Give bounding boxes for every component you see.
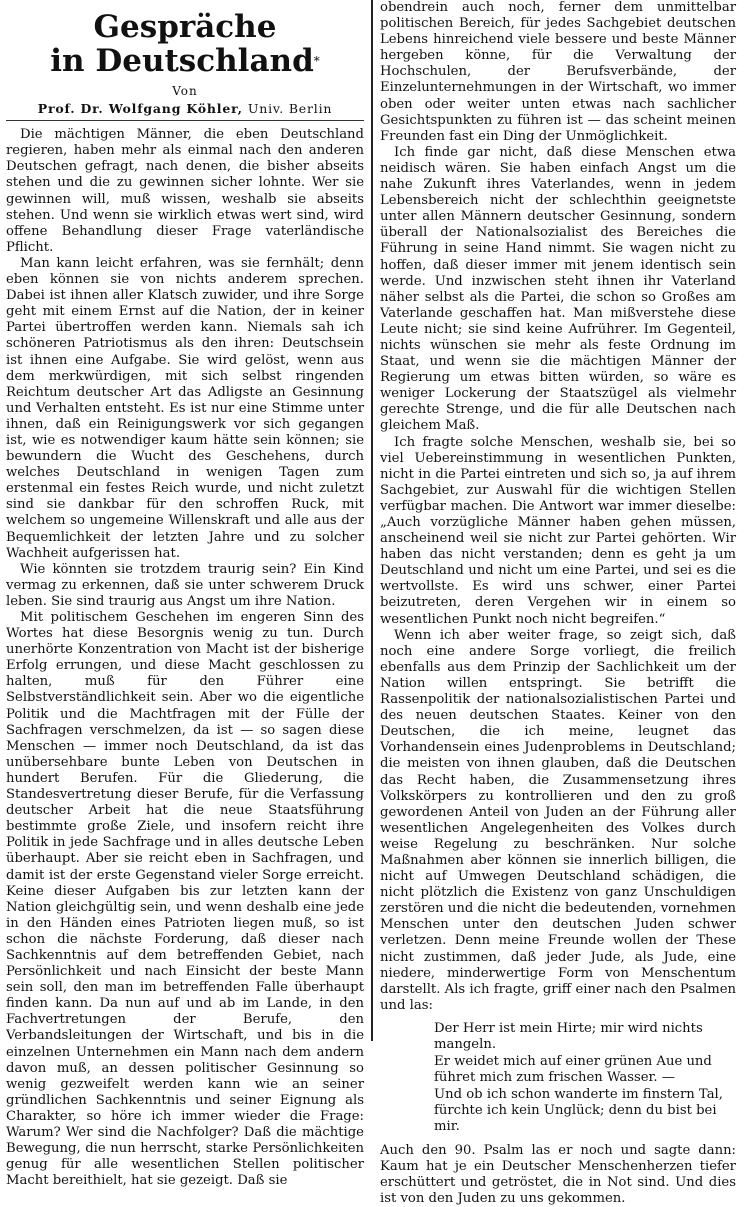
paragraph: Man kann leicht erfahren, was sie fernhält; denn eben können sie von nichts anderem sprechen. Dabei ist ihnen aller Klatsch zuwider, und ihre Sorge geht mit einem Ernst auf die Nation, der in keiner Partei übertroffen werden kann. Niemals sah ich schöneren Patriotismus als den ihren: Deutschsein ist ihnen eine Aufgabe. Sie wird gelöst, wenn aus dem merkwürdigen, mit sich selbst ringenden Reichtum deutscher Art das Adligste an Gesinnung und Verhalten entsteht. Es ist nur eine Stimme unter ihnen, daß ein Reinigungswerk vor sich gegangen ist, wie es notwendiger kaum hätte sein können; sie bewundern die Wucht des Geschehens, durch welches Deutschland in wenigen Tagen zum erstenmal ein festes Reich wurde, und nicht zuletzt sind sie dankbar für den schroffen Ruck, mit welchem so ungemeine Willenskraft und alle aus der Bequemlichkeit der letzten Jahre und zu solcher Wachheit aufgerissen hat. (6, 255, 364, 561)
paragraph: Die mächtigen Männer, die eben Deutschland regieren, haben mehr als einmal nach den anderen Deutschen gefragt, nach denen, die bisher abseits stehen und die zu gewinnen sicher lohnte. Wer sie gewinnen will, muß wissen, weshalb sie abseits stehen. Und wenn sie wirklich etwas wert sind, wird offene Behandlung dieser Frage vaterländische Pflicht. (6, 127, 364, 255)
paragraph: obendrein auch noch, ferner dem unmittelbar politischen Bereich, für jedes Sachgebiet deutschen Lebens hinreichend viele bessere und beste Männer hergeben könne, für die Verwaltung der Hochschulen, der Berufsverbände, der Einzelunternehmungen in der Wirtschaft, wo immer oben oder weiter unten etwas nach sachlicher Gesichtspunkten zu führen ist — das scheint meinen Freunden fast ein Ding der Unmöglichkeit. (380, 0, 736, 144)
author-affiliation: Univ. Berlin (247, 101, 333, 117)
article-title (6, 10, 364, 78)
psalm-line: Und ob ich schon wanderte im finstern Tal, fürchte ich kein Unglück; denn du bist bei mir. (434, 1087, 723, 1135)
right-column (380, 0, 736, 1206)
author-name: Prof. Dr. Wolfgang Köhler, (37, 101, 243, 117)
column-divider (371, 0, 373, 1041)
closing-paragraph: Auch den 90. Psalm las er noch und sagte dann: Kaum hat je ein Deutscher Menschenherzen tiefer erschüttert und getröstet, die in Not sind. Und dies ist von den Juden zu uns gekommen. (380, 1142, 736, 1206)
title-line-2: in Deutschland* (50, 43, 320, 79)
footnote-mark: * (313, 54, 320, 68)
paragraph: Mit politischem Geschehen im engeren Sinn des Wortes hat diese Besorgnis wenig zu tun. Durch unerhörte Konzentration von Macht ist der bisherige Erfolg errungen, und diese Macht geschlossen zu halten, muß für den Führer eine Selbstverständlichkeit sein. Aber wo die eigentliche Politik und die Machtfragen mit der Fülle der Sachfragen verschmelzen, da ist — so sagen diese Menschen — immer noch Deutschland, da ist das unübersehbare bunte Leben von Deutschen in hundert Berufen. Für die Gliederung, die Standesvertretung dieser Berufe, für die Verfassung deutscher Arbeit hat die neue Staatsführung bestimmte große Ziele, und insofern reicht ihre Politik in jede Sachfrage und in alles deutsche Leben überhaupt. Aber sie reicht eben in Sachfragen, und damit ist der erste Gegenstand vieler Sorge erreicht. Keine dieser Aufgaben bis zur letzten kann der Nation gleichgültig sein, und wenn deshalb eine jede in den Händen eines Patrioten liegen muß, so ist schon die nächste Forderung, daß dieser nach Sachkenntnis auf dem betreffenden Gebiet, nach Persönlichkeit und nach Einsicht der beste Mann sein soll, den man im betreffenden Falle überhaupt finden kann. Da nun auf und ab im Lande, in den Fachvertretungen der Berufe, den Verbandsleitungen der Wirtschaft, und bis in die einzelnen Unternehmen ein Mann nach dem andern davon muß, an dessen politischer Gesinnung so wenig gezweifelt werden kann wie an seiner gründlichen Sachkenntnis und seiner Eignung als Charakter, so höre ich immer wieder die Frage: Warum? Wer sind die Nachfolger? Daß die mächtige Bewegung, die nun herrscht, starke Persönlichkeiten genug für alle wesentlichen Stellen politischer Macht bereithielt, hat sie gezeigt. Daß sie (6, 610, 364, 1189)
paragraph: Ich fragte solche Menschen, weshalb sie, bei so viel Uebereinstimmung in wesentlichen Punkten, nicht in die Partei eintreten und sich so, ja auf ihrem Sachgebiet, zur Auswahl für die wichtigen Stellen verfügbar machen. Die Antwort war immer dieselbe: „Auch vorzügliche Männer haben gehen müssen, anscheinend weil sie nicht zur Partei gehörten. Wir haben das nicht verstanden; denn es geht ja um Deutschland und nicht um eine Partei, und sei es die wertvollste. Es wird uns schwer, einer Partei beizutreten, deren Vergehen wir in einem so wesentlichen Punkt noch nicht begreifen.“ (380, 434, 736, 627)
byline-von: Von (172, 84, 198, 98)
paragraph: Wie könnten sie trotzdem traurig sein? Ein Kind vermag zu erkennen, daß sie unter schwerem Druck leben. Sie sind traurig aus Angst um ihre Nation. (6, 561, 364, 609)
psalm-line: Der Herr ist mein Hirte; mir wird nichts mangeln. (434, 1020, 703, 1052)
left-column (6, 0, 364, 1189)
paragraph: Ich finde gar nicht, daß diese Menschen etwa neidisch wären. Sie haben einfach Angst um die nahe Zukunft ihres Vaterlandes, wenn in jedem Lebensbereich nicht der schlechthin geeignetste unter allen Männern deutscher Gesinnung, sondern überall der Nationalsozialist des Bereiches die Führung in seine Hand nimmt. Sie wagen nicht zu hoffen, daß dieser immer mit jenem identisch sein werde. Und inzwischen steht ihnen ihr Vaterland näher selbst als die Partei, die schon so Großes am Vaterlande geschaffen hat. Man mißverstehe diese Leute nicht; sie sind keine Aufrührer. Im Gegenteil, nichts wünschen sie mehr als feste Ordnung im Staat, und wenn sie die mächtigen Männer der Regierung um etwas bitten würden, so wäre es weniger Lockerung der Staatszügel als vielmehr gerechte Strenge, und die für alle Deutschen nach gleichem Maß. (380, 144, 736, 434)
byline-author (6, 101, 364, 117)
title-line-1: Gespräche (93, 9, 277, 45)
paragraph: Wenn ich aber weiter frage, so zeigt sich, daß noch eine andere Sorge vorliegt, die freilich ebenfalls aus dem Prinzip der Sachlichkeit um der Nation willen entspringt. Sie betrifft die Rassenpolitik der nationalsozialistischen Partei und des neuen deutschen Staates. Keiner von den Deutschen, die ich meine, leugnet das Vorhandensein eines Judenproblems in Deutschland; die meisten von ihnen glauben, daß die Deutschen das Recht haben, die Zusammensetzung ihres Volkskörpers zu kontrollieren und den zu groß gewordenen Anteil von Juden an der Führung aller wesentlichen Angelegenheiten des Volkes durch weise Regelung zu beschränken. Nur solche Maßnahmen aber können sie innerlich billigen, die nicht auf Umwegen Deutschland schädigen, die nicht plötzlich die Existenz von ganz Unschuldigen zerstören und die nicht die bedeutenden, vornehmen Menschen unter den deutschen Juden schwer verletzen. Denn meine Freunde wollen der These nicht zustimmen, daß jeder Jude, als Jude, eine niedere, minderwertige Form von Menschentum darstellt. Als ich fragte, griff einer nach den Psalmen und las: (380, 627, 736, 1013)
psalm-line: Er weidet mich auf einer grünen Aue und führet mich zum frischen Wasser. — (434, 1054, 712, 1086)
psalm-quote (380, 1021, 736, 1136)
byline-divider (6, 120, 364, 121)
